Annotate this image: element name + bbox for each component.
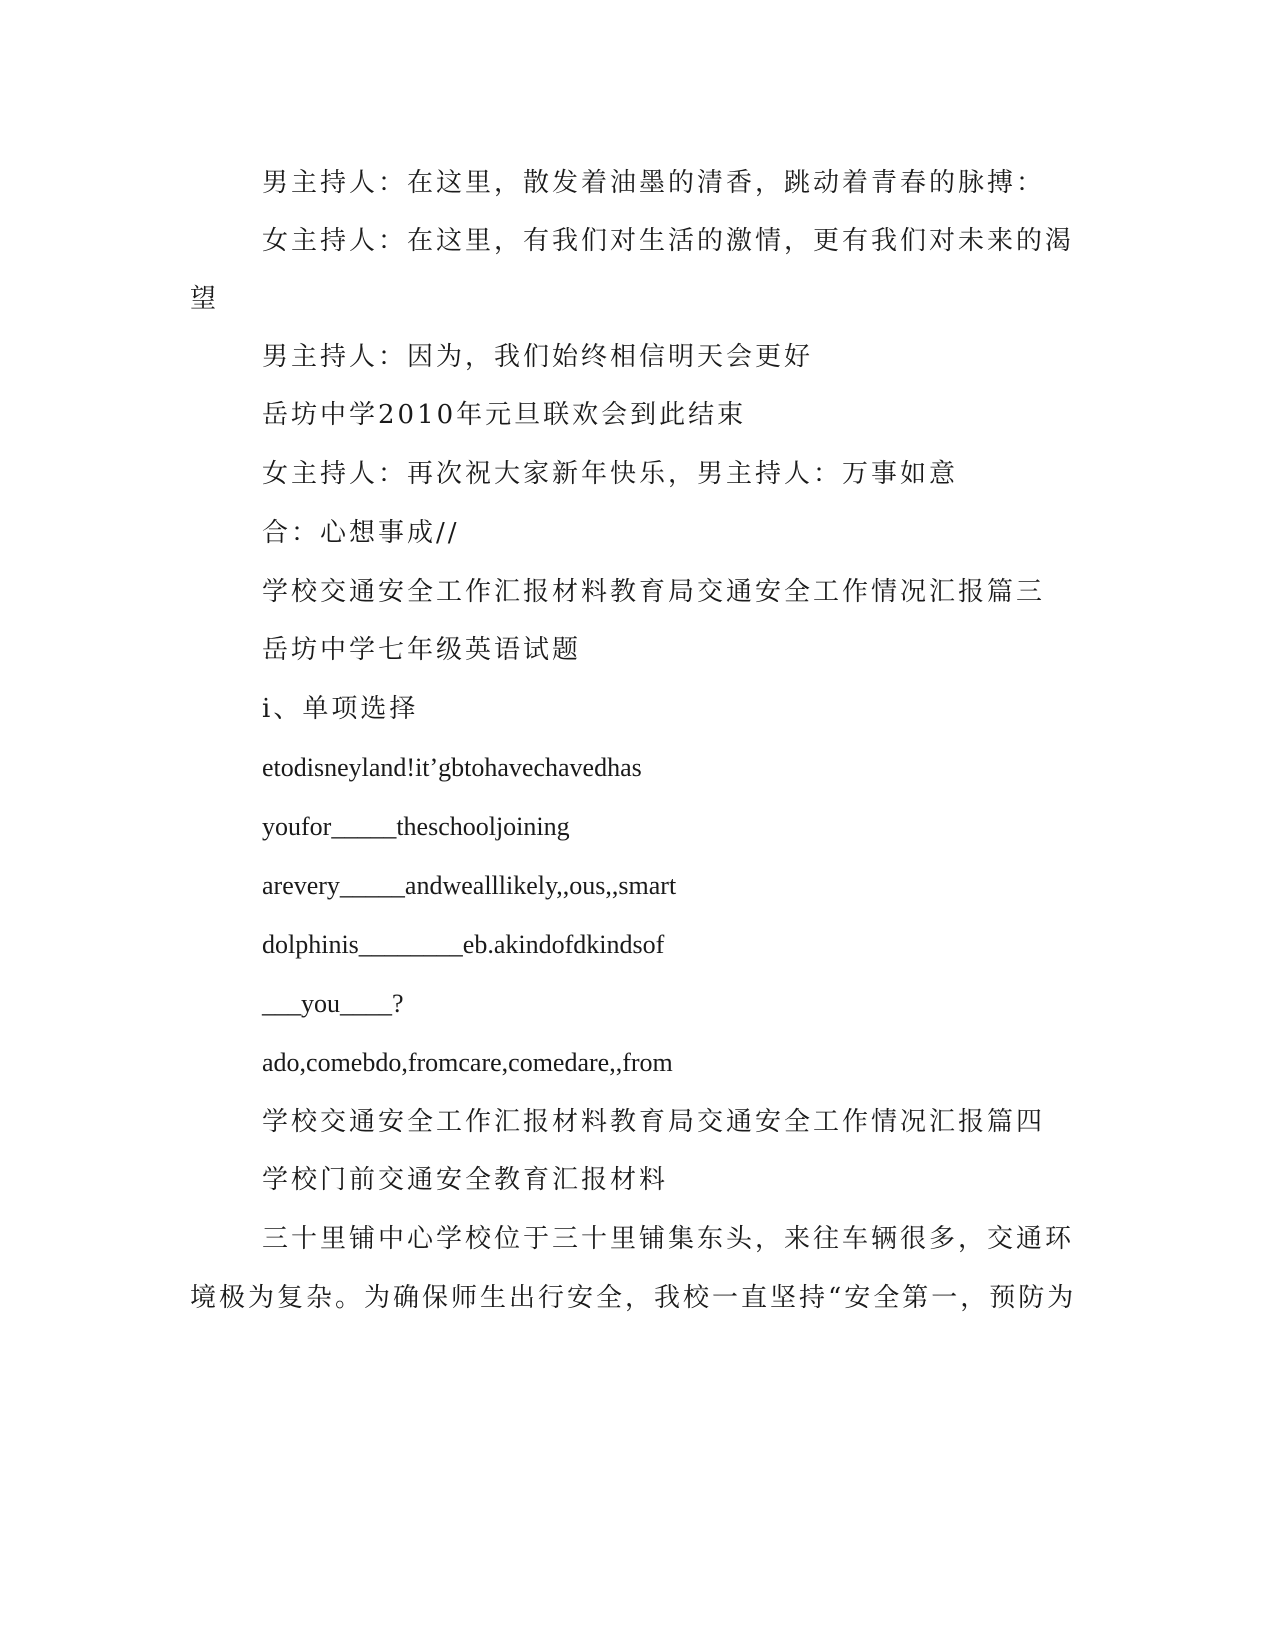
exam-section-heading: i、单项选择 [262, 694, 419, 724]
exam-question-4: dolphinis________eb.akindofdkindsof [262, 930, 665, 959]
section-heading-4: 学校交通安全工作汇报材料教育局交通安全工作情况汇报篇四 [262, 1107, 1046, 1137]
host-line-together: 合：心想事成// [262, 518, 460, 548]
host-line-male-1: 男主持人：在这里，散发着油墨的清香，跳动着青春的脉搏： [262, 168, 1046, 198]
exam-question-3: arevery_____andwealllikely,,ous,,smart [262, 871, 677, 900]
report-paragraph-line-1: 三十里铺中心学校位于三十里铺集东头，来往车辆很多，交通环 [262, 1224, 1075, 1254]
host-line-female-1-continued: 望 [190, 284, 220, 314]
host-line-female-2: 女主持人：再次祝大家新年快乐，男主持人：万事如意 [262, 459, 959, 489]
closing-announcement: 岳坊中学2010年元旦联欢会到此结束 [262, 400, 747, 430]
section-heading-3: 学校交通安全工作汇报材料教育局交通安全工作情况汇报篇三 [262, 577, 1046, 607]
report-title: 学校门前交通安全教育汇报材料 [262, 1165, 669, 1195]
exam-question-5: ___you____? [262, 989, 404, 1018]
host-line-female-1: 女主持人：在这里，有我们对生活的激情，更有我们对未来的渴 [262, 226, 1075, 256]
report-paragraph-line-2: 境极为复杂。为确保师生出行安全，我校一直坚持“安全第一，预防为 [190, 1283, 1077, 1313]
exam-title: 岳坊中学七年级英语试题 [262, 635, 582, 665]
exam-question-2: youfor_____theschooljoining [262, 812, 570, 841]
exam-question-1: etodisneyland!it’gbtohavechavedhas [262, 753, 642, 782]
exam-question-6: ado,comebdo,fromcare,comedare,,from [262, 1048, 673, 1077]
host-line-male-2: 男主持人：因为，我们始终相信明天会更好 [262, 342, 814, 372]
